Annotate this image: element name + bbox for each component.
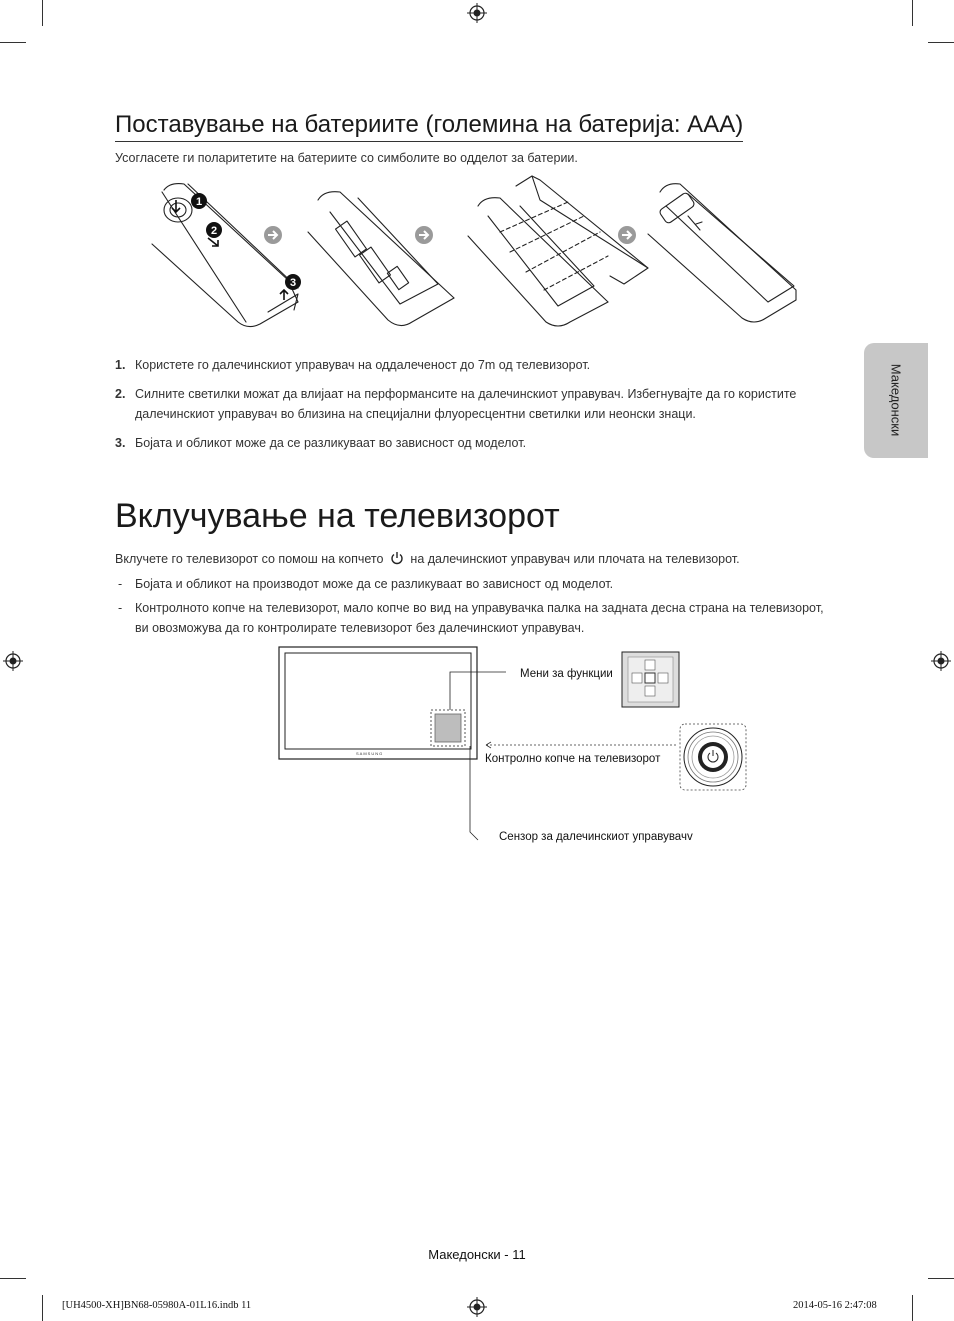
tv-control-diagram [276,644,756,854]
crop-mark [42,1295,43,1321]
list-item-text: Контролното копче на телевизорот, мало копче во вид на управувачка палка на задната десна страна на телевизорот, ви овозможува да го контролирате телевизорот без далечинскиот управувач. [135,601,824,635]
battery-notes [115,355,830,455]
crop-mark [0,42,26,43]
list-item-number: 1. [115,358,126,372]
language-side-tab [864,343,928,458]
step-badge-3: 3 [289,277,297,289]
list-item-number: 2. [115,387,126,401]
tv-brand: SAMSUNG [356,751,384,756]
bullet-dash: - [118,577,123,591]
control-button-label: Контролно копче на телевизорот [485,753,661,765]
crop-mark [912,1295,913,1321]
tv-notes [115,574,830,638]
step-badge-1: 1 [195,196,203,208]
step-badge-2: 2 [210,225,218,237]
list-item-text: Силните светилки можат да влијаат на перформансите на далечинскиот управувач. Избегнувајте да го користите далечинскиот управувач во близина на специјални флуоресцентни светилки или неонски знаци. [135,387,797,421]
registration-mark-icon [467,1297,487,1317]
page-number: Македонски - 11 [428,1247,526,1262]
language-tab-label: Македонски [888,363,904,437]
power-icon [390,551,404,565]
tv-intro [115,551,740,566]
list-item-text: Користете го далечинскиот управувач на оддалеченост до 7m од телевизорот. [135,358,591,372]
bullet-dash: - [118,601,123,615]
crop-mark [928,1278,954,1279]
crop-mark [928,42,954,43]
registration-mark-icon [931,651,951,671]
print-timestamp: 2014-05-16 2:47:08 [793,1300,877,1311]
tv-intro-before: Вклучете го телевизорот со помош на копчето [115,552,384,566]
crop-mark [0,1278,26,1279]
menu-label: Мени за функции [520,668,613,680]
battery-installation-illustration [148,172,808,334]
battery-instruction: Усогласете ги поларитетите на батериите со симболите во одделот за батерии. [115,151,578,165]
registration-mark-icon [467,3,487,23]
tv-intro-after: на далечинскиот управувач или плочата на телевизорот. [410,552,740,566]
arrow-right-icon [617,225,637,245]
crop-mark [912,0,913,26]
list-item-number: 3. [115,436,126,450]
battery-section-title: Поставување на батериите (големина на батерија: AAA) [115,111,743,142]
list-item-text: Бојата и обликот може да се разликуваат во зависност од моделот. [135,436,527,450]
remote-sensor-label: Сензор за далечинскиот управувачv [499,831,693,843]
list-item-text: Бојата и обликот на производот може да се разликуваат во зависност од моделот. [135,577,614,591]
file-info: [UH4500-XH]BN68-05980A-01L16.indb 11 [62,1300,252,1311]
crop-mark [42,0,43,26]
tv-section-title: Вклучување на телевизорот [115,497,560,535]
arrow-right-icon [263,225,283,245]
arrow-right-icon [414,225,434,245]
registration-mark-icon [3,651,23,671]
